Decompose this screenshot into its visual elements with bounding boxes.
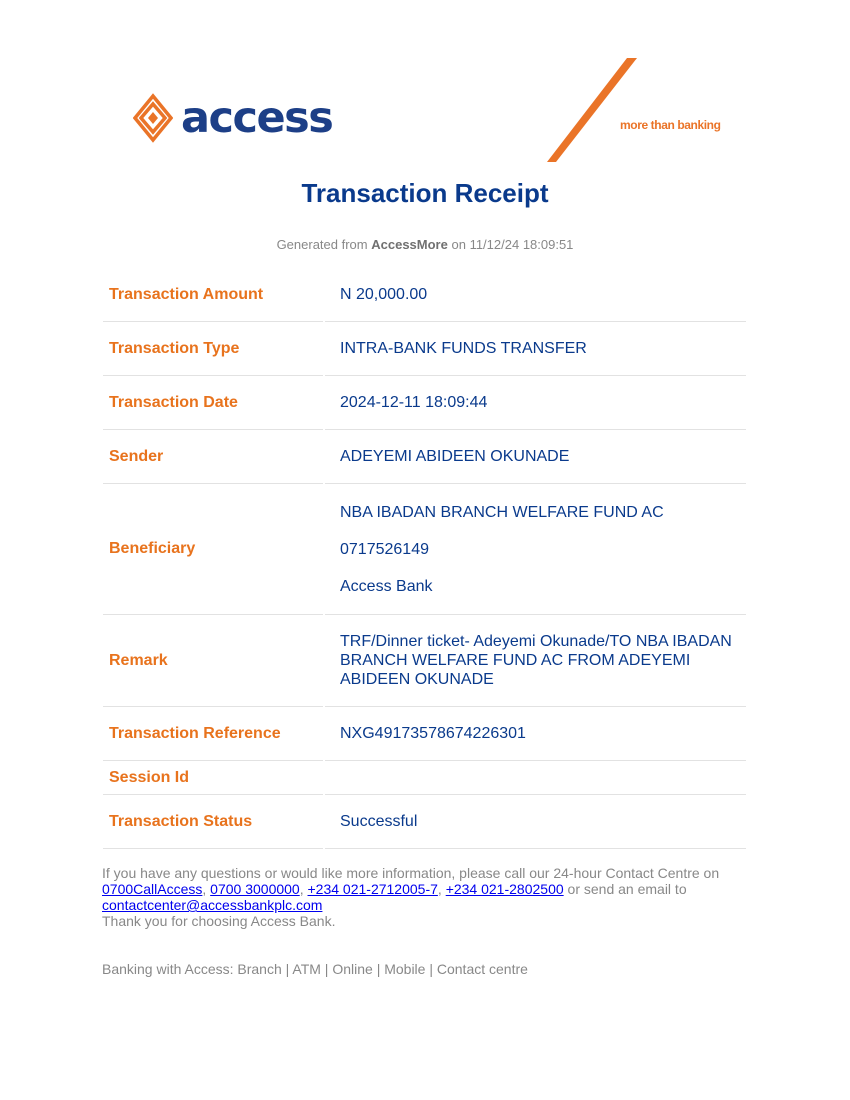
generated-info [0,237,850,252]
transaction-status-value: Successful [325,795,746,849]
footer-email-text: or send an email to [567,881,687,897]
row-transaction-type [103,322,746,376]
beneficiary-bank: Access Bank [340,577,433,595]
generated-on: on [451,237,466,252]
remark-label: Remark [103,615,323,707]
row-transaction-status [103,795,746,849]
generated-datetime: 11/12/24 18:09:51 [469,237,574,252]
beneficiary-name: NBA IBADAN BRANCH WELFARE FUND AC [340,503,664,521]
row-remark [103,615,746,707]
beneficiary-value [325,484,746,615]
row-transaction-date [103,376,746,430]
generated-prefix: Generated from [276,237,368,252]
logo-wordmark: access [181,92,333,143]
brand-tagline: more than banking [620,118,721,132]
row-beneficiary [103,484,746,615]
phone-link-2802500[interactable]: +234 021-2802500 [445,881,564,897]
transaction-amount-label: Transaction Amount [103,268,323,322]
transaction-date-value: 2024-12-11 18:09:44 [325,376,746,430]
row-transaction-amount [103,268,746,322]
phone-link-2712005[interactable]: +234 021-2712005-7 [307,881,438,897]
transaction-reference-value: NXG49173578674226301 [325,707,746,761]
access-logo [133,92,332,144]
row-transaction-reference [103,707,746,761]
page-title: Transaction Receipt [301,178,549,208]
transaction-date-label: Transaction Date [103,376,323,430]
row-sender [103,430,746,484]
access-diamond-logo-icon [133,92,173,144]
session-id-label: Session Id [103,761,323,795]
transaction-reference-label: Transaction Reference [103,707,323,761]
sender-label: Sender [103,430,323,484]
transaction-amount-value: N 20,000.00 [325,268,746,322]
generated-app: AccessMore [371,237,448,252]
orange-slash-graphic [547,58,637,162]
transaction-type-value: INTRA-BANK FUNDS TRANSFER [325,322,746,376]
contact-footer: If you have any questions or would like more information, please call our 24-hour Contact Centre on 0700CallAccess, 0700 3000000, +234 021-2712005-7, +234 021-2802500 or send an email to contactcenter@accessbankplc.com Thank you for choosing Access Bank. [102,865,720,929]
footer-intro: If you have any questions or would like more information, please call our 24-hour Contact Centre on [102,865,720,881]
banking-channels: Banking with Access: Branch | ATM | Online | Mobile | Contact centre [102,961,528,977]
phone-link-0700callaccess[interactable]: 0700CallAccess [102,881,203,897]
footer-thanks: Thank you for choosing Access Bank. [102,913,336,929]
row-session-id [103,761,746,795]
transaction-status-label: Transaction Status [103,795,323,849]
phone-link-0700-3000000[interactable]: 0700 3000000 [210,881,300,897]
sender-value: ADEYEMI ABIDEEN OKUNADE [325,430,746,484]
beneficiary-account: 0717526149 [340,540,429,558]
session-id-value [325,761,746,795]
email-link[interactable]: contactcenter@accessbankplc.com [102,897,323,913]
remark-value: TRF/Dinner ticket- Adeyemi Okunade/TO NBA IBADAN BRANCH WELFARE FUND AC FROM ADEYEMI ABIDEEN OKUNADE [325,615,746,707]
transaction-details-table [103,268,746,849]
beneficiary-label: Beneficiary [103,484,323,615]
transaction-type-label: Transaction Type [103,322,323,376]
